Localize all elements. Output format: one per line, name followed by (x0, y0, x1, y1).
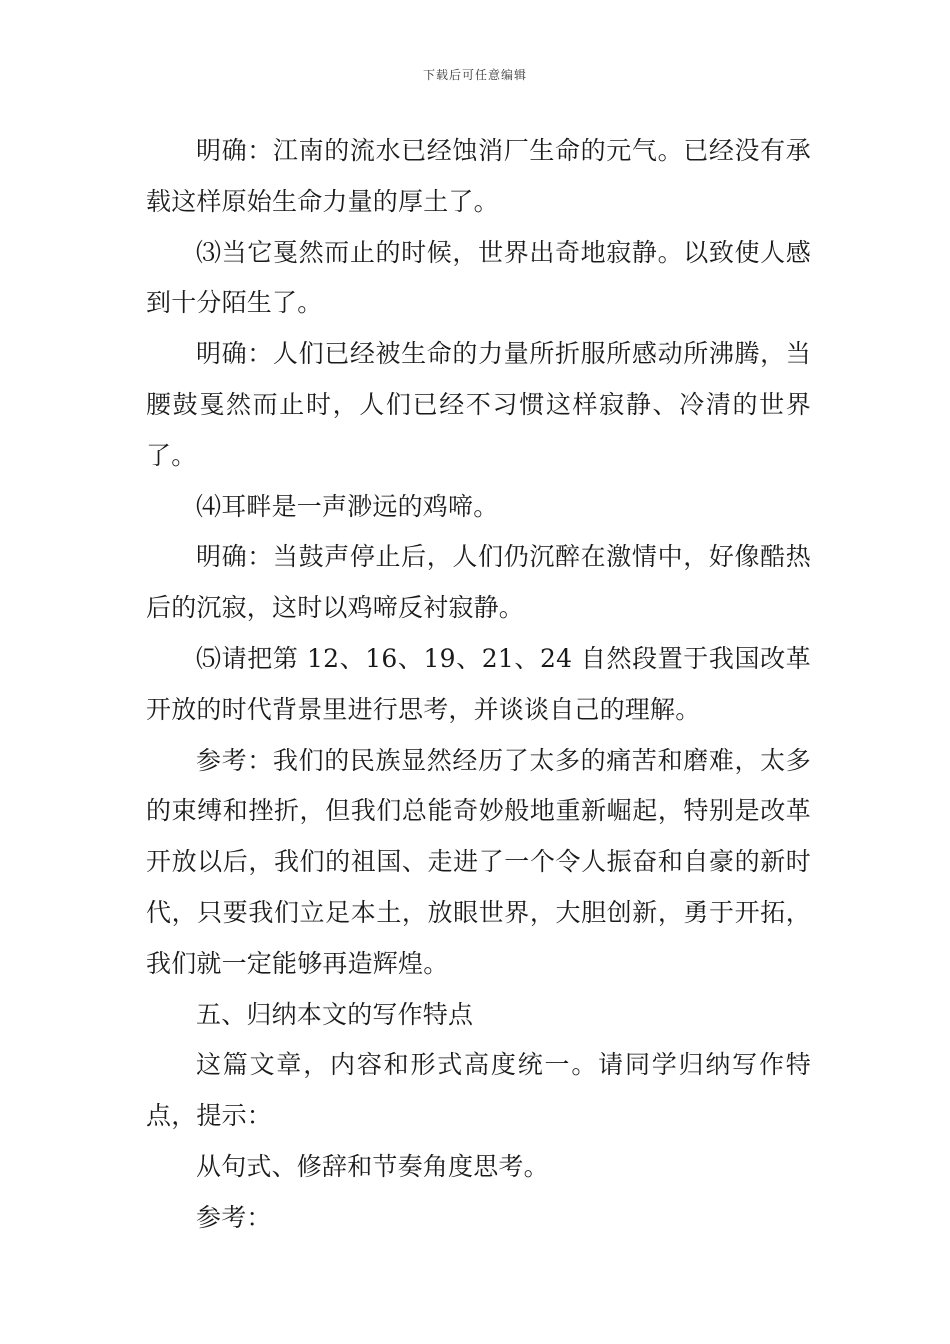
paragraph: 这篇文章，内容和形式高度统一。请同学归纳写作特点，提示： (146, 1050, 811, 1131)
paragraph: 从句式、修辞和节奏角度思考。 (196, 1151, 549, 1181)
paragraph: ⑶当它戛然而止的时候，世界出奇地寂静。以致使人感到十分陌生了。 (146, 237, 811, 318)
section-heading: 五、归纳本文的写作特点 (196, 999, 474, 1029)
paragraph: 明确：江南的流水已经蚀消厂生命的元气。已经没有承载这样原始生命力量的厚土了。 (146, 136, 811, 216)
paragraph: 明确：人们已经被生命的力量所折服所感动所沸腾，当腰鼓戛然而止时，人们已经不习惯这样寂静、冷清的世界了。 (146, 339, 811, 470)
paragraph: 参考：我们的民族显然经历了太多的痛苦和磨难，太多的束缚和挫折，但我们总能奇妙般地重新崛起，特别是改革开放以后，我们的祖国、走进了一个令人振奋和自豪的新时代，只要我们立足本土，放眼世界，大胆创新，勇于开拓，我们就一定能够再造辉煌。 (146, 745, 811, 978)
paragraph: ⑷耳畔是一声渺远的鸡啼。 (196, 491, 499, 521)
document-body (146, 126, 811, 1244)
paragraph: 参考： (196, 1202, 272, 1232)
paragraph: ⑸请把第 12、16、19、21、24 自然段置于我国改革开放的时代背景里进行思考，并谈谈自己的理解。 (146, 643, 811, 724)
paragraph: 明确：当鼓声停止后，人们仍沉醉在激情中，好像酷热后的沉寂，这时以鸡啼反衬寂静。 (146, 542, 811, 623)
page-header: 下载后可任意编辑 (422, 68, 527, 82)
